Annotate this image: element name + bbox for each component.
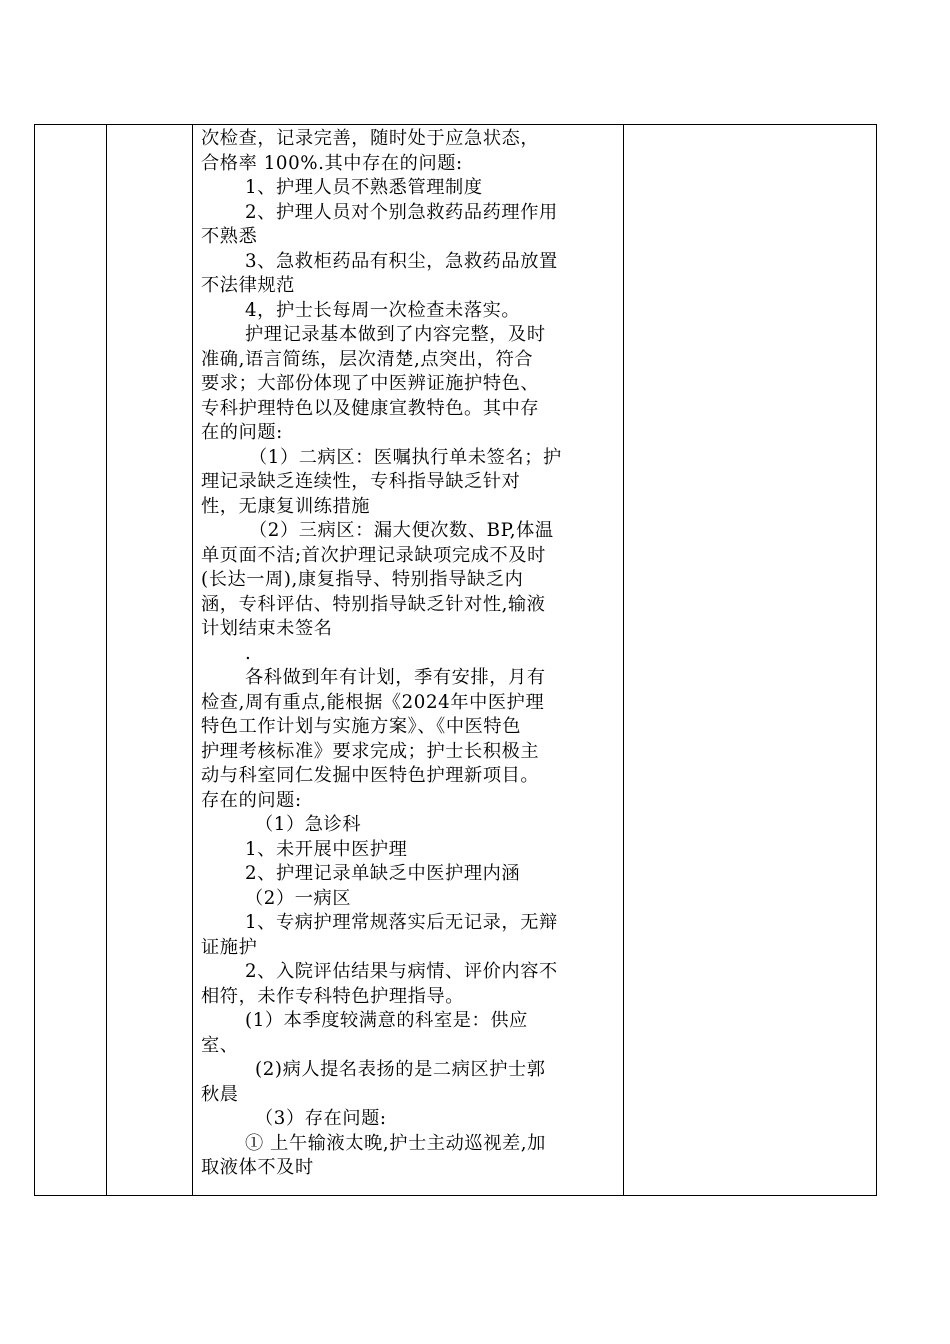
text-line: 合格率 100%.其中存在的问题: [201,152,463,174]
empty-cell-4 [624,125,877,1196]
text-line: （1）急诊科 [255,814,362,835]
paragraph-lines [201,127,619,1181]
text-line: 1、未开展中医护理 [245,838,408,860]
empty-cell-2 [107,125,193,1196]
text-line: 取液体不及时 [201,1157,314,1178]
text-line: 护理记录基本做到了内容完整，及时 [245,324,546,345]
document-table [34,124,877,1196]
text-line: （1）二病区：医嘱执行单未签名；护 [249,446,562,468]
text-line: 2、护理记录单缺乏中医护理内涵 [245,863,521,884]
text-line: 理记录缺乏连续性，专科指导缺乏针对 [201,471,521,492]
text-line: 不法律规范 [201,275,295,296]
text-line: 存在的问题: [201,789,302,811]
text-line: 证施护 [201,936,258,958]
text-line: 2、护理人员对个别急救药品药理作用 [245,201,558,223]
text-line: 室、 [201,1034,239,1056]
text-line: (1）本季度较满意的科室是：供应 [245,1010,528,1031]
content-cell [193,125,624,1196]
text-line: 专科护理特色以及健康宣教特色。其中存 [201,397,540,419]
text-line: （2）三病区：漏大便次数、BP,体温 [249,520,554,541]
text-line: (2)病人提名表扬的是二病区护士郭 [255,1059,546,1080]
text-line: 2、入院评估结果与病情、评价内容不 [245,961,558,982]
text-line: 各科做到年有计划，季有安排，月有 [245,667,546,688]
text-line: 1、护理人员不熟悉管理制度 [245,177,483,198]
text-line: 1、专病护理常规落实后无记录，无辩 [245,912,558,933]
text-line: 检查,周有重点,能根据《2024年中医护理 [201,691,545,713]
table-row [35,125,877,1196]
text-line: （3）存在问题: [255,1108,387,1129]
text-line: 秋晨 [201,1083,239,1105]
text-line: 在的问题: [201,422,283,443]
empty-cell-1 [35,125,107,1196]
text-line: 性，无康复训练措施 [201,495,371,517]
text-line: . [245,642,252,664]
text-line: 准确,语言简练，层次清楚,点突出，符合 [201,348,534,370]
text-line: 不熟悉 [201,226,258,247]
text-line: 涵，专科评估、特别指导缺乏针对性,输液 [201,593,546,615]
text-line: （2）一病区 [245,887,352,909]
text-line: 相符，未作专科特色护理指导。 [201,985,465,1007]
text-line: 单页面不洁;首次护理记录缺项完成不及时 [201,544,546,566]
text-line: (长达一周),康复指导、特别指导缺乏内 [201,569,524,590]
text-line: ① 上午输液太晚,护士主动巡视差,加 [245,1132,546,1154]
text-line: 计划结束未签名 [201,618,333,639]
text-line: 4，护士长每周一次检查未落实。 [245,299,521,321]
text-line: 特色工作计划与实施方案》、《中医特色 [201,716,521,737]
text-line: 动与科室同仁发掘中医特色护理新项目。 [201,765,540,786]
text-line: 要求；大部份体现了中医辨证施护特色、 [201,373,540,394]
text-line: 护理考核标准》要求完成；护士长积极主 [201,740,540,762]
text-line: 3、急救柜药品有积尘，急救药品放置 [245,250,558,272]
text-line: 次检查，记录完善，随时处于应急状态， [201,128,540,149]
